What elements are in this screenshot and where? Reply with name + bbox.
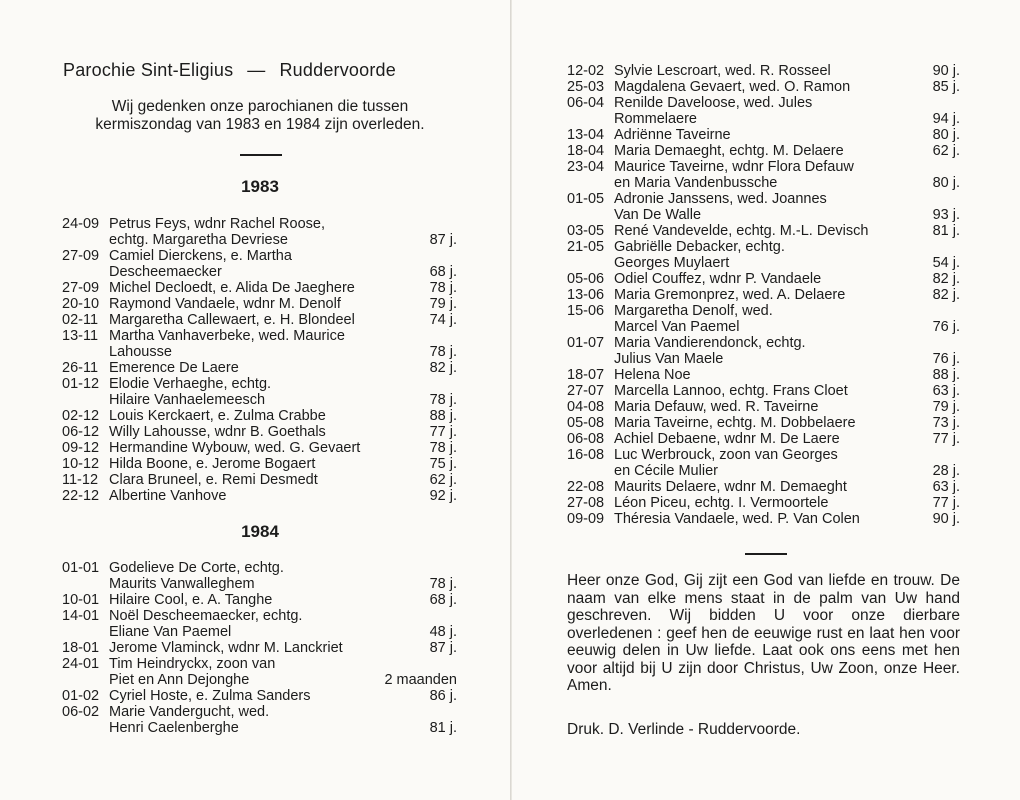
entry-age: 92 j. [429,488,457,504]
list-item [567,447,960,463]
entry-date: 01-12 [62,376,100,392]
list-item [62,608,457,624]
entry-name: Emerence De Laere [109,360,239,376]
entry-name: Adriënne Taveirne [614,127,731,143]
list-item [567,479,960,495]
entry-age: 63 j. [932,479,960,495]
entry-name: Sylvie Lescroart, wed. R. Rosseel [614,63,831,79]
entry-list-1984-left [62,560,457,736]
entry-name: Camiel Dierckens, e. Martha [109,248,292,264]
entry-date: 04-08 [567,399,605,415]
entry-age: 81 j. [932,223,960,239]
year-heading-1984: 1984 [241,522,279,541]
entry-name: Jerome Vlaminck, wdnr M. Lanckriet [109,640,343,656]
list-item [567,127,960,143]
list-item [567,63,960,79]
entry-date: 13-06 [567,287,605,303]
list-item [62,248,457,264]
list-item [567,207,960,223]
list-item [567,223,960,239]
list-item [567,159,960,175]
entry-name: Maurits Vanwalleghem [109,576,255,592]
entry-name: Léon Piceu, echtg. I. Vermoortele [614,495,829,511]
entry-age: 78 j. [429,280,457,296]
entry-name: Henri Caelenberghe [109,720,239,736]
entry-name: Lahousse [109,344,172,360]
entry-date: 26-11 [62,360,99,376]
list-item [62,472,457,488]
entry-age: 2 maanden [384,672,457,688]
entry-name: Michel Decloedt, e. Alida De Jaeghere [109,280,355,296]
entry-name: Marcel Van Paemel [614,319,740,335]
list-item [567,95,960,111]
list-item [62,640,457,656]
entry-age: 76 j. [932,351,960,367]
list-item [567,463,960,479]
list-item [567,271,960,287]
entry-name: Maria Vandierendonck, echtg. [614,335,806,351]
entry-age: 63 j. [932,383,960,399]
entry-name: Cyriel Hoste, e. Zulma Sanders [109,688,311,704]
entry-age: 90 j. [932,63,960,79]
list-item [62,656,457,672]
entry-age: 68 j. [429,264,457,280]
entry-age: 75 j. [429,456,457,472]
entry-name: Raymond Vandaele, wdnr M. Denolf [109,296,341,312]
entry-name: Achiel Debaene, wdnr M. De Laere [614,431,840,447]
list-item [62,488,457,504]
entry-date: 05-06 [567,271,605,287]
entry-age: 79 j. [429,296,457,312]
entry-date: 09-12 [62,440,100,456]
entry-age: 85 j. [932,79,960,95]
list-item [567,175,960,191]
entry-age: 74 j. [429,312,457,328]
entry-name: Louis Kerckaert, e. Zulma Crabbe [109,408,326,424]
entry-name: Margaretha Callewaert, e. H. Blondeel [109,312,355,328]
list-item [567,383,960,399]
list-item [62,360,457,376]
list-item [62,280,457,296]
entry-age: 76 j. [932,319,960,335]
title-dash: — [247,60,266,80]
entry-name: Maria Taveirne, echtg. M. Dobbelaere [614,415,856,431]
entry-name: en Maria Vandenbussche [614,175,778,191]
entry-age: 77 j. [932,431,960,447]
parish-name: Parochie Sint-Eligius [63,60,234,80]
entry-age: 87 j. [429,640,457,656]
entry-date: 15-06 [567,303,605,319]
entry-name: Maria Gremonprez, wed. A. Delaere [614,287,846,303]
list-item [62,312,457,328]
list-item [62,456,457,472]
entry-name: Julius Van Maele [614,351,724,367]
list-item [567,111,960,127]
entry-age: 81 j. [429,720,457,736]
entry-age: 62 j. [429,472,457,488]
entry-name: Hilaire Cool, e. A. Tanghe [109,592,273,608]
entry-date: 27-08 [567,495,605,511]
entry-name: Adronie Janssens, wed. Joannes [614,191,827,207]
entry-date: 12-02 [567,63,605,79]
entry-name: Marcella Lannoo, echtg. Frans Cloet [614,383,848,399]
entry-date: 06-08 [567,431,605,447]
entry-date: 20-10 [62,296,100,312]
list-item [567,303,960,319]
entry-date: 01-07 [567,335,605,351]
town-name: Ruddervoorde [279,60,396,80]
entry-age: 93 j. [932,207,960,223]
entry-date: 06-12 [62,424,100,440]
entry-name: Clara Bruneel, e. Remi Desmedt [109,472,318,488]
entry-age: 87 j. [429,232,457,248]
entry-age: 88 j. [932,367,960,383]
list-item [567,319,960,335]
entry-name: Martha Vanhaverbeke, wed. Maurice [109,328,345,344]
list-item [62,408,457,424]
entry-age: 86 j. [429,688,457,704]
list-item [62,392,457,408]
entry-name: Georges Muylaert [614,255,730,271]
entry-date: 10-01 [62,592,100,608]
entry-date: 23-04 [567,159,605,175]
entry-age: 82 j. [429,360,457,376]
entry-name: en Cécile Mulier [614,463,718,479]
entry-age: 82 j. [932,287,960,303]
entry-age: 62 j. [932,143,960,159]
list-item [62,424,457,440]
entry-date: 22-12 [62,488,100,504]
entry-date: 01-05 [567,191,605,207]
entry-date: 10-12 [62,456,100,472]
list-item [567,239,960,255]
entry-age: 78 j. [429,440,457,456]
entry-date: 22-08 [567,479,605,495]
entry-age: 94 j. [932,111,960,127]
entry-date: 09-09 [567,511,605,527]
list-item [62,328,457,344]
entry-age: 28 j. [932,463,960,479]
entry-name: echtg. Margaretha Devriese [109,232,288,248]
entry-name: Eliane Van Paemel [109,624,232,640]
entry-name: Rommelaere [614,111,697,127]
list-item [62,376,457,392]
list-item [567,399,960,415]
entry-name: Odiel Couffez, wdnr P. Vandaele [614,271,822,287]
entry-name: Théresia Vandaele, wed. P. Van Colen [614,511,860,527]
list-item [567,287,960,303]
page-fold [510,0,512,800]
entry-date: 24-09 [62,216,100,232]
list-item [62,672,457,688]
entry-age: 77 j. [429,424,457,440]
list-item [567,351,960,367]
list-item [62,624,457,640]
entry-age: 82 j. [932,271,960,287]
entry-date: 21-05 [567,239,605,255]
entry-name: Noël Descheemaecker, echtg. [109,608,303,624]
list-item [62,560,457,576]
entry-age: 68 j. [429,592,457,608]
entry-name: Renilde Daveloose, wed. Jules [614,95,813,111]
entry-name: Godelieve De Corte, echtg. [109,560,284,576]
list-item [567,495,960,511]
list-item [567,255,960,271]
entry-name: Hilda Boone, e. Jerome Bogaert [109,456,316,472]
list-item [62,216,457,232]
list-item [62,720,457,736]
entry-date: 01-01 [62,560,100,576]
entry-name: Maurice Taveirne, wdnr Flora Defauw [614,159,854,175]
divider-left [240,154,282,156]
list-item [62,688,457,704]
list-item [567,367,960,383]
page-title [63,60,396,81]
list-item [62,296,457,312]
entry-age: 78 j. [429,576,457,592]
list-item [567,431,960,447]
entry-name: Maria Demaeght, echtg. M. Delaere [614,143,844,159]
entry-age: 77 j. [932,495,960,511]
list-item [62,232,457,248]
entry-age: 90 j. [932,511,960,527]
divider-right [745,553,787,555]
entry-date: 06-04 [567,95,605,111]
entry-date: 18-01 [62,640,100,656]
list-item [567,191,960,207]
entry-date: 27-09 [62,248,100,264]
year-heading-1983: 1983 [241,177,279,196]
entry-name: Albertine Vanhove [109,488,227,504]
entry-list-1984-right [567,63,960,527]
entry-name: Tim Heindryckx, zoon van [109,656,276,672]
entry-name: Maurits Delaere, wdnr M. Demaeght [614,479,847,495]
list-item [62,576,457,592]
intro-text: Wij gedenken onze parochianen die tussen kermiszondag van 1983 en 1984 zijn overleden. [95,98,425,133]
entry-age: 73 j. [932,415,960,431]
list-item [62,440,457,456]
entry-date: 24-01 [62,656,100,672]
entry-name: Marie Vandergucht, wed. [109,704,270,720]
entry-age: 54 j. [932,255,960,271]
entry-name: Van De Walle [614,207,702,223]
entry-name: Helena Noe [614,367,691,383]
entry-name: Elodie Verhaeghe, echtg. [109,376,272,392]
entry-name: Magdalena Gevaert, wed. O. Ramon [614,79,851,95]
list-item [62,704,457,720]
entry-name: Hilaire Vanhaelemeesch [109,392,266,408]
entry-age: 48 j. [429,624,457,640]
entry-date: 18-04 [567,143,605,159]
prayer-text: Heer onze God, Gij zijt een God van liefde en trouw. De naam van elke mens staat in de palm van Uw hand geschreven. Wij bidden U voor onze dierbare overledenen : geef hen de eeuwige rust en laat hen voor eeuwig delen in Uw liefde. Laat ook ons eens met hen voor altijd bij U zijn door Christus, Uw Zoon, onze Heer. Amen. [567,572,960,694]
entry-list-1983 [62,216,457,504]
entry-date: 11-12 [62,472,99,488]
entry-name: Willy Lahousse, wdnr B. Goethals [109,424,326,440]
entry-age: 80 j. [932,175,960,191]
entry-age: 79 j. [932,399,960,415]
entry-date: 27-07 [567,383,605,399]
entry-age: 78 j. [429,392,457,408]
list-item [567,79,960,95]
entry-date: 18-07 [567,367,605,383]
list-item [567,143,960,159]
entry-name: Piet en Ann Dejonghe [109,672,250,688]
entry-date: 01-02 [62,688,100,704]
entry-date: 05-08 [567,415,605,431]
entry-age: 80 j. [932,127,960,143]
entry-date: 02-11 [62,312,99,328]
entry-date: 13-11 [62,328,99,344]
list-item [567,335,960,351]
list-item [567,511,960,527]
entry-name: Margaretha Denolf, wed. [614,303,773,319]
entry-name: Gabriëlle Debacker, echtg. [614,239,785,255]
entry-date: 14-01 [62,608,100,624]
entry-age: 88 j. [429,408,457,424]
entry-name: Luc Werbrouck, zoon van Georges [614,447,838,463]
entry-name: Hermandine Wybouw, wed. G. Gevaert [109,440,361,456]
entry-date: 03-05 [567,223,605,239]
entry-name: Descheemaecker [109,264,222,280]
entry-date: 27-09 [62,280,100,296]
entry-date: 25-03 [567,79,605,95]
list-item [62,344,457,360]
entry-date: 06-02 [62,704,100,720]
list-item [62,264,457,280]
printer-credit: Druk. D. Verlinde - Ruddervoorde. [567,721,801,738]
list-item [567,415,960,431]
entry-age: 78 j. [429,344,457,360]
entry-name: Maria Defauw, wed. R. Taveirne [614,399,819,415]
entry-name: Petrus Feys, wdnr Rachel Roose, [109,216,325,232]
entry-date: 02-12 [62,408,100,424]
entry-date: 16-08 [567,447,605,463]
entry-name: René Vandevelde, echtg. M.-L. Devisch [614,223,869,239]
list-item [62,592,457,608]
entry-date: 13-04 [567,127,605,143]
